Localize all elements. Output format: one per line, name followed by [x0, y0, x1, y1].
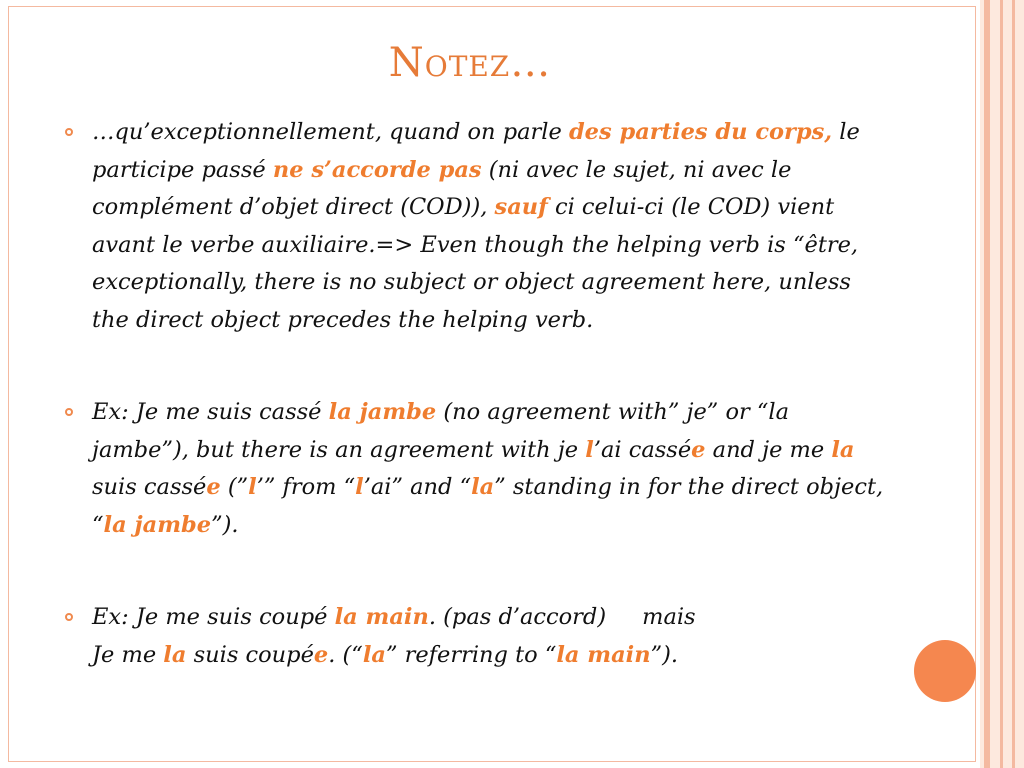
bullet-ring-icon	[65, 613, 73, 621]
slide-title: Notez…	[388, 40, 552, 86]
highlight-text: l	[585, 436, 594, 463]
text-run: Ex: Je me suis coupé	[92, 604, 335, 630]
text-run: (”	[220, 474, 249, 500]
text-run: (ni avec le sujet, ni avec le complément d’objet direct (COD)),	[92, 156, 792, 220]
text-run: ’” from “	[256, 474, 356, 500]
text-run: ” referring to “	[385, 641, 557, 668]
highlight-text: la	[362, 641, 386, 668]
text-run: ci celui-ci (le COD) vient avant le verbe auxiliaire.=> Even though the helping verb is “être, exceptionally, there is no subject or object agreement here, unless the direct object precedes the helping verb.	[92, 194, 859, 333]
slide-content	[92, 114, 892, 674]
text-run: ’ai cassé	[593, 436, 692, 463]
highlight-text: la main	[556, 641, 651, 668]
decor-stripe	[984, 0, 990, 768]
text-run: suis cassé	[92, 474, 207, 500]
highlight-text: la	[163, 641, 187, 668]
decor-circle	[914, 640, 976, 702]
highlight-text: des parties du corps,	[568, 119, 833, 145]
decor-stripe	[1000, 0, 1003, 768]
bullet-paragraph-2	[92, 394, 892, 544]
highlight-text: e	[691, 436, 706, 463]
text-run: and je me	[705, 436, 832, 463]
bullet-ring-icon	[65, 408, 73, 416]
text-run: ”).	[211, 511, 239, 538]
text-run: ’ai” and “	[363, 474, 472, 500]
text-run: suis coupé	[186, 641, 314, 668]
highlight-text: e	[206, 474, 221, 500]
text-run: le participe passé	[92, 119, 860, 183]
highlight-text: la	[831, 436, 855, 463]
highlight-text: l	[355, 474, 364, 500]
highlight-text: la main	[334, 604, 429, 630]
highlight-text: la jambe	[328, 399, 437, 425]
bullet-ring-icon	[65, 128, 73, 136]
bullet-paragraph-3	[92, 599, 892, 674]
text-run: Je me	[92, 641, 164, 668]
highlight-text: la jambe	[103, 511, 212, 538]
text-run: (no agreement with” je” or “la jambe”), but there is an agreement with je	[92, 399, 790, 463]
text-run: …qu’exceptionnellement, quand on parle	[92, 119, 569, 145]
highlight-text: l	[248, 474, 257, 500]
text-run: . (pas d’accord)	[428, 604, 607, 630]
text-run: ” standing in for the direct object, “	[92, 474, 884, 538]
highlight-text: e	[313, 641, 329, 668]
highlight-text: ne s’accorde pas	[272, 156, 482, 183]
text-run: ”).	[650, 641, 679, 668]
bullet-paragraph-1	[92, 114, 892, 339]
text-run: mais	[642, 604, 696, 630]
highlight-text: la	[471, 474, 495, 500]
text-run: Ex: Je me suis cassé	[92, 399, 329, 425]
decor-stripe	[1012, 0, 1015, 768]
text-run: . (“	[328, 641, 363, 668]
highlight-text: sauf	[494, 194, 548, 220]
